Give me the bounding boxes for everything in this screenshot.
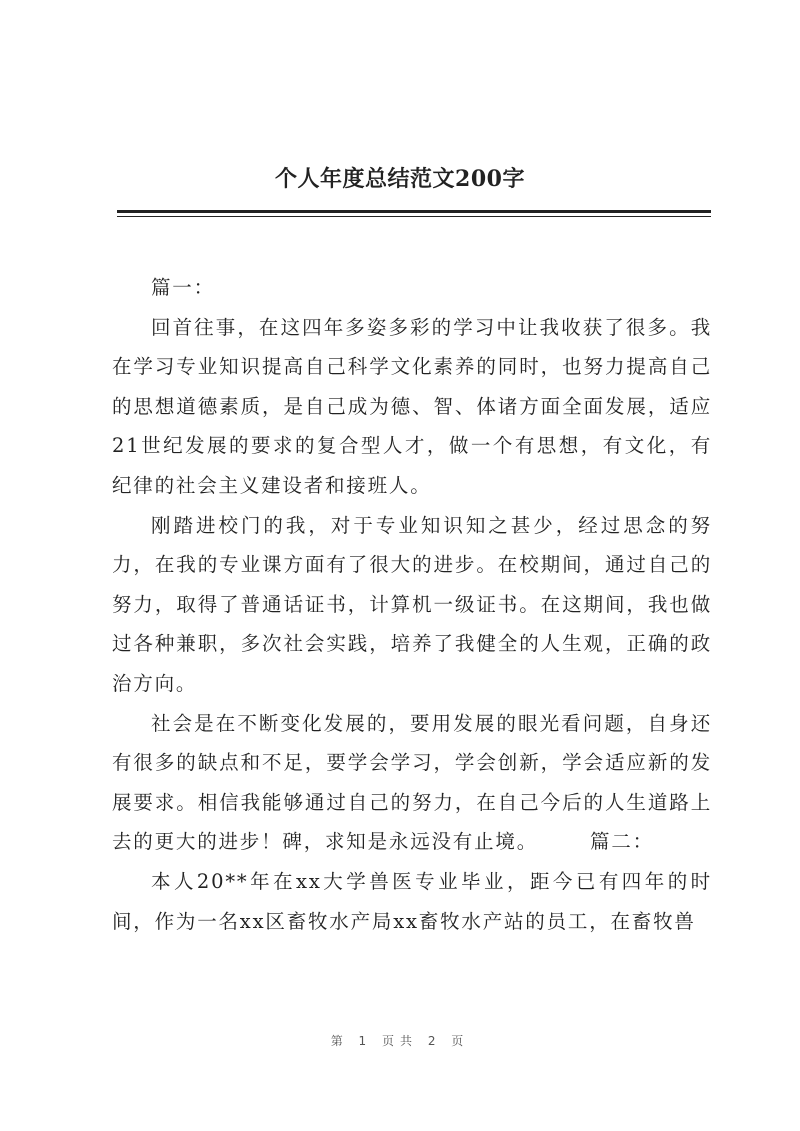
paragraph-with-section-2 [112,704,712,862]
paragraph: 本人20**年在xx大学兽医专业毕业，距今已有四年的时间，作为一名xx区畜牧水产局xx畜牧水产站的员工，在畜牧兽 [112,869,712,933]
title-divider [117,210,711,213]
title-divider-thin [117,216,711,217]
section-label-1: 篇一： [151,276,215,299]
section-label-2: 篇二： [590,830,654,854]
page-number: 第 1 页共 2 页 [330,1034,470,1048]
document-body [112,268,712,941]
paragraph: 刚踏进校门的我，对于专业知识知之甚少，经过思念的努力，在我的专业课方面有了很大的进步。在校期间，通过自己的努力，取得了普通话证书，计算机一级证书。在这期间，我也做过各种兼职，多次社会实践，培养了我健全的人生观，正确的政治方向。 [112,513,712,695]
paragraph: 回首往事，在这四年多姿多彩的学习中让我收获了很多。我在学习专业知识提高自己科学文化素养的同时，也努力提高自己的思想道德素质，是自己成为德、智、体诸方面全面发展，适应21世纪发展的要求的复合型人才，做一个有思想，有文化，有纪律的社会主义建设者和接班人。 [112,315,712,497]
section-heading-1 [112,268,712,308]
paragraph-text: 社会是在不断变化发展的，要用发展的眼光看问题，自身还有很多的缺点和不足，要学会学习，学会创新，学会适应新的发展要求。相信我能够通过自己的努力，在自己今后的人生道路上去的更大的进步！碑，求知是永远没有止境。 [112,711,712,854]
page-title: 个人年度总结范文200字 [275,166,525,192]
